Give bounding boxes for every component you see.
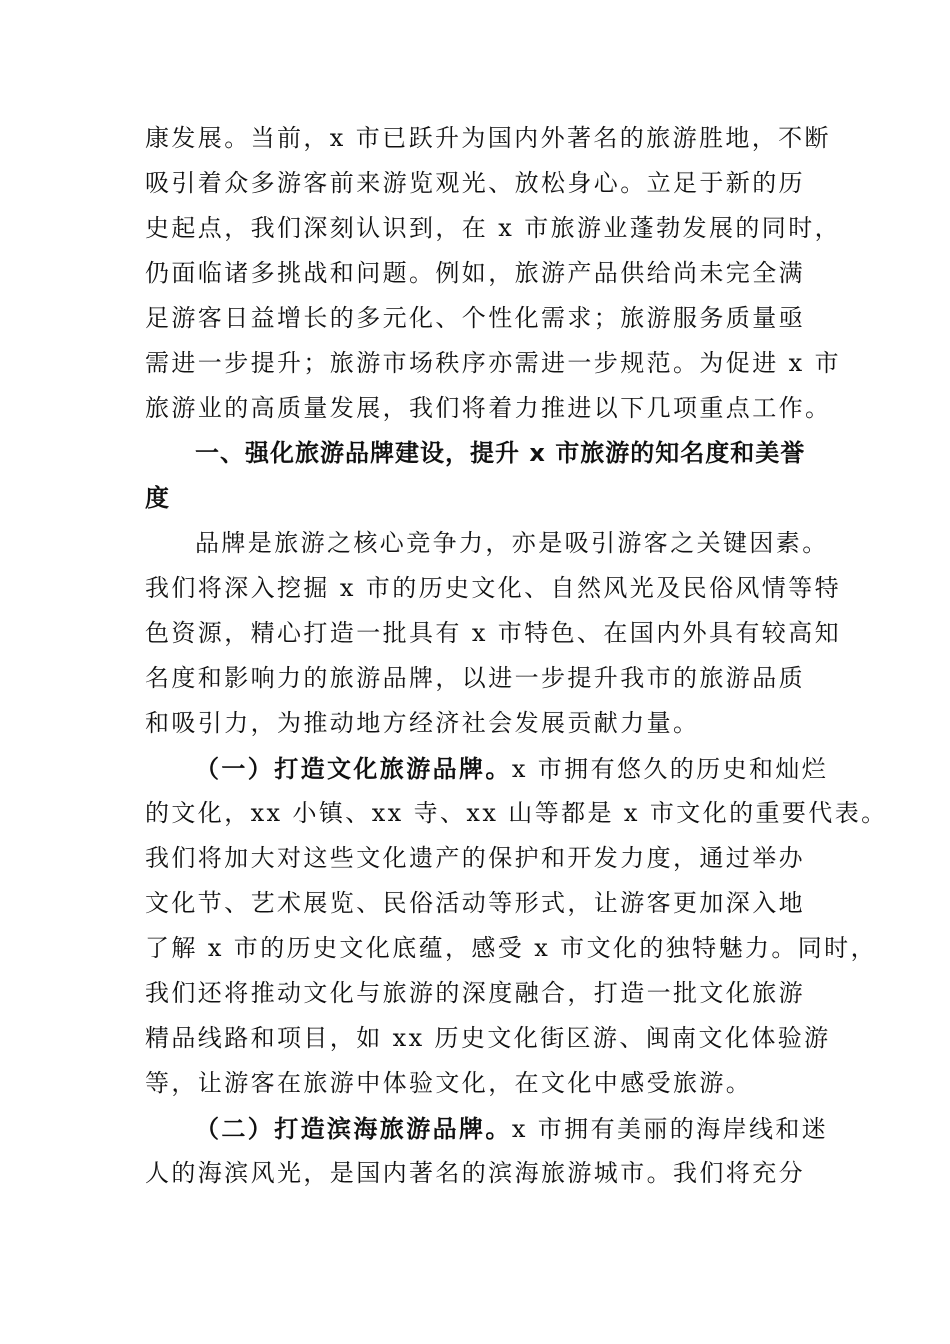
text-line: 名度和影响力的旅游品牌，以进一步提升我市的旅游品质 — [145, 664, 805, 692]
text-line: 史起点，我们深刻认识到，在 x 市旅游业蓬勃发展的同时， — [145, 214, 841, 242]
text-line: 康发展。当前，x 市已跃升为国内外著名的旅游胜地，不断 — [145, 124, 831, 152]
text-line: 仍面临诸多挑战和问题。例如，旅游产品供给尚未完全满 — [145, 259, 805, 287]
intro-paragraph — [145, 116, 841, 431]
text-line: 了解 x 市的历史文化底蕴，感受 x 市文化的独特魅力。同时， — [145, 934, 877, 962]
text-line — [145, 746, 829, 791]
heading-line: 度 — [145, 484, 170, 512]
section-heading — [145, 431, 805, 521]
text-line: 我们将深入挖掘 x 市的历史文化、自然风光及民俗风情等特 — [145, 574, 841, 602]
text-line: 品牌是旅游之核心竞争力，亦是吸引游客之关键因素。 — [195, 529, 829, 557]
text-line: 文化节、艺术展览、民俗活动等形式，让游客更加深入地 — [145, 889, 805, 917]
coastal-brand-paragraph — [145, 1106, 829, 1196]
text-line: 精品线路和项目，如 xx 历史文化街区游、闽南文化体验游 — [145, 1024, 831, 1052]
heading-line: 一、强化旅游品牌建设，提升 x 市旅游的知名度和美誉 — [195, 439, 806, 467]
text-line: 我们将加大对这些文化遗产的保护和开发力度，通过举办 — [145, 844, 805, 872]
subheading-lead: （二）打造滨海旅游品牌。 — [195, 1114, 512, 1143]
text-line: 吸引着众多游客前来游览观光、放松身心。立足于新的历 — [145, 169, 805, 197]
text-line: 的文化，xx 小镇、xx 寺、xx 山等都是 x 市文化的重要代表。 — [145, 799, 888, 827]
text-run: x 市拥有悠久的历史和灿烂 — [511, 755, 829, 783]
brand-paragraph — [145, 521, 841, 746]
text-line — [145, 1106, 829, 1151]
document-page — [145, 116, 888, 1196]
text-line: 我们还将推动文化与旅游的深度融合，打造一批文化旅游 — [145, 979, 805, 1007]
text-run: x 市拥有美丽的海岸线和迷 — [511, 1115, 829, 1143]
text-line: 和吸引力，为推动地方经济社会发展贡献力量。 — [145, 709, 700, 737]
text-line: 旅游业的高质量发展，我们将着力推进以下几项重点工作。 — [145, 394, 832, 422]
text-line: 等，让游客在旅游中体验文化，在文化中感受旅游。 — [145, 1069, 753, 1097]
text-line: 人的海滨风光，是国内著名的滨海旅游城市。我们将充分 — [145, 1159, 805, 1187]
culture-brand-paragraph — [145, 746, 888, 1106]
text-line: 足游客日益增长的多元化、个性化需求；旅游服务质量亟 — [145, 304, 805, 332]
subheading-lead: （一）打造文化旅游品牌。 — [195, 754, 512, 783]
text-line: 色资源，精心打造一批具有 x 市特色、在国内外具有较高知 — [145, 619, 841, 647]
text-line: 需进一步提升；旅游市场秩序亦需进一步规范。为促进 x 市 — [145, 349, 841, 377]
